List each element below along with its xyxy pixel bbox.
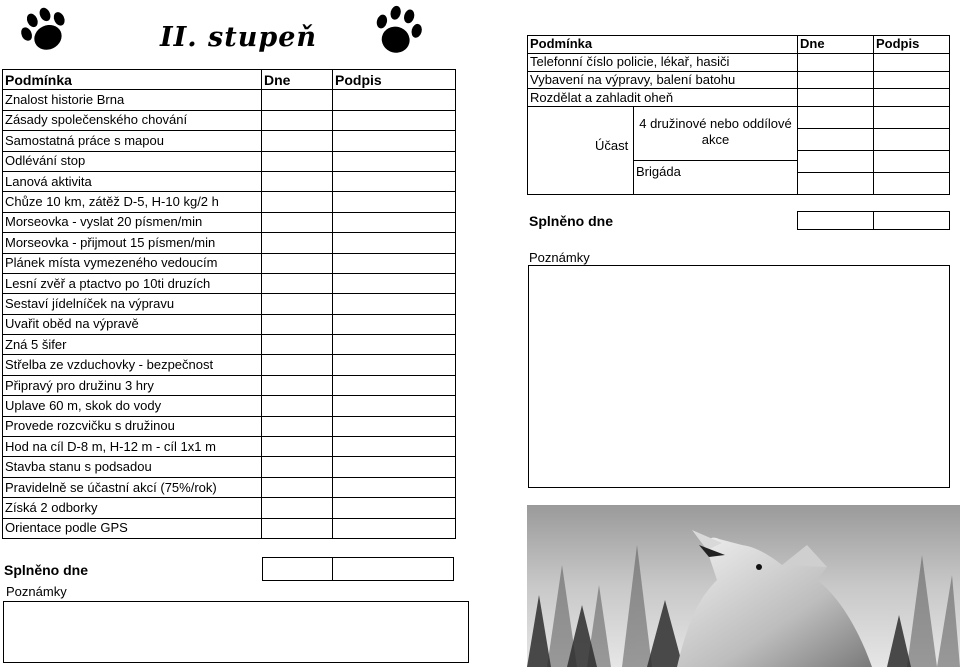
requirement-date-field[interactable] (262, 355, 333, 375)
requirement-label: Vybavení na výpravy, balení batohu (528, 71, 798, 89)
requirement-signature-field[interactable] (333, 477, 456, 497)
requirement-label: Chůze 10 km, zátěž D-5, H-10 kg/2 h (3, 192, 262, 212)
requirement-date-field[interactable] (798, 173, 874, 195)
table-row (3, 518, 456, 538)
requirement-date-field[interactable] (262, 273, 333, 293)
requirement-signature-field[interactable] (333, 314, 456, 334)
left-completed-signature-field[interactable] (332, 557, 454, 581)
requirement-label: Pravidelně se účastní akcí (75%/rok) (3, 477, 262, 497)
requirement-signature-field[interactable] (874, 71, 950, 89)
table-row (3, 151, 456, 171)
requirement-signature-field[interactable] (333, 437, 456, 457)
requirement-label: Připravý pro družinu 3 hry (3, 375, 262, 395)
requirement-signature-field[interactable] (333, 457, 456, 477)
right-completed-label: Splněno dne (529, 213, 613, 229)
requirement-signature-field[interactable] (333, 416, 456, 436)
requirement-date-field[interactable] (262, 335, 333, 355)
requirement-signature-field[interactable] (874, 53, 950, 71)
requirement-date-field[interactable] (262, 294, 333, 314)
right-notes-label: Poznámky (529, 250, 590, 265)
right-completed-signature-field[interactable] (873, 211, 950, 230)
requirement-date-field[interactable] (262, 212, 333, 232)
requirement-date-field[interactable] (262, 253, 333, 273)
header-signature: Podpis (333, 70, 456, 90)
table-row (528, 107, 950, 129)
table-row (3, 233, 456, 253)
paw-print-icon-left (14, 6, 76, 56)
table-row (3, 477, 456, 497)
table-row (3, 273, 456, 293)
table-row (3, 212, 456, 232)
requirement-signature-field[interactable] (333, 396, 456, 416)
requirement-label: Hod na cíl D-8 m, H-12 m - cíl 1x1 m (3, 437, 262, 457)
requirement-signature-field[interactable] (333, 273, 456, 293)
requirement-date-field[interactable] (798, 53, 874, 71)
table-header-row (528, 36, 950, 54)
requirement-signature-field[interactable] (874, 173, 950, 195)
table-row (3, 171, 456, 191)
requirement-signature-field[interactable] (333, 355, 456, 375)
requirement-signature-field[interactable] (333, 151, 456, 171)
right-requirements-table (527, 35, 950, 195)
requirement-signature-field[interactable] (333, 233, 456, 253)
requirement-label: Stavba stanu s podsadou (3, 457, 262, 477)
requirement-date-field[interactable] (262, 151, 333, 171)
requirement-date-field[interactable] (262, 416, 333, 436)
requirement-signature-field[interactable] (333, 131, 456, 151)
table-row (3, 294, 456, 314)
page-title: II. stupeň (160, 22, 318, 53)
header-condition: Podmínka (528, 36, 798, 54)
requirement-date-field[interactable] (798, 89, 874, 107)
requirement-date-field[interactable] (262, 457, 333, 477)
requirement-label: Střelba ze vzduchovky - bezpečnost (3, 355, 262, 375)
table-row (3, 314, 456, 334)
requirement-date-field[interactable] (262, 233, 333, 253)
table-row (3, 253, 456, 273)
requirement-label: Morseovka - vyslat 20 písmen/min (3, 212, 262, 232)
requirement-signature-field[interactable] (333, 90, 456, 110)
requirement-signature-field[interactable] (874, 129, 950, 151)
left-completed-fields (262, 557, 454, 581)
requirement-date-field[interactable] (262, 192, 333, 212)
table-row (528, 53, 950, 71)
requirement-date-field[interactable] (798, 151, 874, 173)
header-condition: Podmínka (3, 70, 262, 90)
requirement-label: Lanová aktivita (3, 171, 262, 191)
requirement-label: Provede rozcvičku s družinou (3, 416, 262, 436)
table-row (3, 110, 456, 130)
requirement-date-field[interactable] (798, 107, 874, 129)
table-row (3, 498, 456, 518)
requirement-signature-field[interactable] (333, 375, 456, 395)
requirement-signature-field[interactable] (333, 212, 456, 232)
requirement-date-field[interactable] (262, 396, 333, 416)
requirement-label: Lesní zvěř a ptactvo po 10ti druzích (3, 273, 262, 293)
requirement-signature-field[interactable] (333, 171, 456, 191)
left-notes-field[interactable] (3, 601, 469, 663)
header-day: Dne (262, 70, 333, 90)
left-requirements-table (2, 69, 456, 539)
table-row (3, 437, 456, 457)
requirement-label: Odlévání stop (3, 151, 262, 171)
requirement-signature-field[interactable] (333, 294, 456, 314)
right-completed-fields (797, 211, 950, 230)
requirement-date-field[interactable] (262, 437, 333, 457)
requirement-signature-field[interactable] (333, 498, 456, 518)
requirement-label: Zná 5 šifer (3, 335, 262, 355)
left-completed-date-field[interactable] (262, 557, 333, 581)
requirement-signature-field[interactable] (874, 107, 950, 129)
requirement-signature-field[interactable] (333, 253, 456, 273)
requirement-label: Znalost historie Brna (3, 90, 262, 110)
requirement-date-field[interactable] (262, 171, 333, 191)
requirement-label: Morseovka - přijmout 15 písmen/min (3, 233, 262, 253)
requirement-date-field[interactable] (798, 71, 874, 89)
left-notes-label: Poznámky (6, 584, 67, 599)
table-row (528, 71, 950, 89)
table-row (3, 90, 456, 110)
requirement-label: Plánek místa vymezeného vedoucím (3, 253, 262, 273)
requirement-signature-field[interactable] (333, 110, 456, 130)
requirement-signature-field[interactable] (333, 518, 456, 538)
header-day: Dne (798, 36, 874, 54)
requirement-date-field[interactable] (262, 131, 333, 151)
requirement-signature-field[interactable] (874, 151, 950, 173)
requirement-label: Sestaví jídelníček na výpravu (3, 294, 262, 314)
left-completed-label: Splněno dne (4, 562, 88, 578)
right-notes-field[interactable] (528, 265, 950, 488)
header-signature: Podpis (874, 36, 950, 54)
right-completed-date-field[interactable] (797, 211, 874, 230)
table-row (3, 457, 456, 477)
requirement-label: Uplave 60 m, skok do vody (3, 396, 262, 416)
requirement-label: Zásady společenského chování (3, 110, 262, 130)
table-row (3, 131, 456, 151)
participation-brigade-option: Brigáda (633, 161, 797, 194)
requirement-date-field[interactable] (262, 518, 333, 538)
requirement-signature-field[interactable] (874, 89, 950, 107)
requirement-label: Získá 2 odborky (3, 498, 262, 518)
requirement-date-field[interactable] (262, 477, 333, 497)
requirement-label: Samostatná práce s mapou (3, 131, 262, 151)
requirement-date-field[interactable] (262, 110, 333, 130)
requirement-signature-field[interactable] (333, 192, 456, 212)
requirement-date-field[interactable] (262, 90, 333, 110)
participation-label: Účast (595, 138, 629, 154)
requirement-signature-field[interactable] (333, 335, 456, 355)
table-row (528, 89, 950, 107)
requirement-date-field[interactable] (262, 375, 333, 395)
requirement-label: Telefonní číslo policie, lékař, hasiči (528, 53, 798, 71)
participation-cell (528, 107, 798, 195)
table-row (3, 396, 456, 416)
requirement-date-field[interactable] (262, 314, 333, 334)
howling-wolf-photo (527, 505, 960, 667)
paw-print-icon-right (368, 2, 428, 60)
requirement-label: Uvařit oběd na výpravě (3, 314, 262, 334)
table-row (3, 416, 456, 436)
table-row (3, 355, 456, 375)
requirement-label: Rozdělat a zahladit oheň (528, 89, 798, 107)
participation-events-option: 4 družinové nebo oddílové akce (633, 107, 797, 161)
table-row (3, 192, 456, 212)
requirement-date-field[interactable] (798, 129, 874, 151)
table-header-row (3, 70, 456, 90)
table-row (3, 375, 456, 395)
requirement-date-field[interactable] (262, 498, 333, 518)
requirement-label: Orientace podle GPS (3, 518, 262, 538)
table-row (3, 335, 456, 355)
